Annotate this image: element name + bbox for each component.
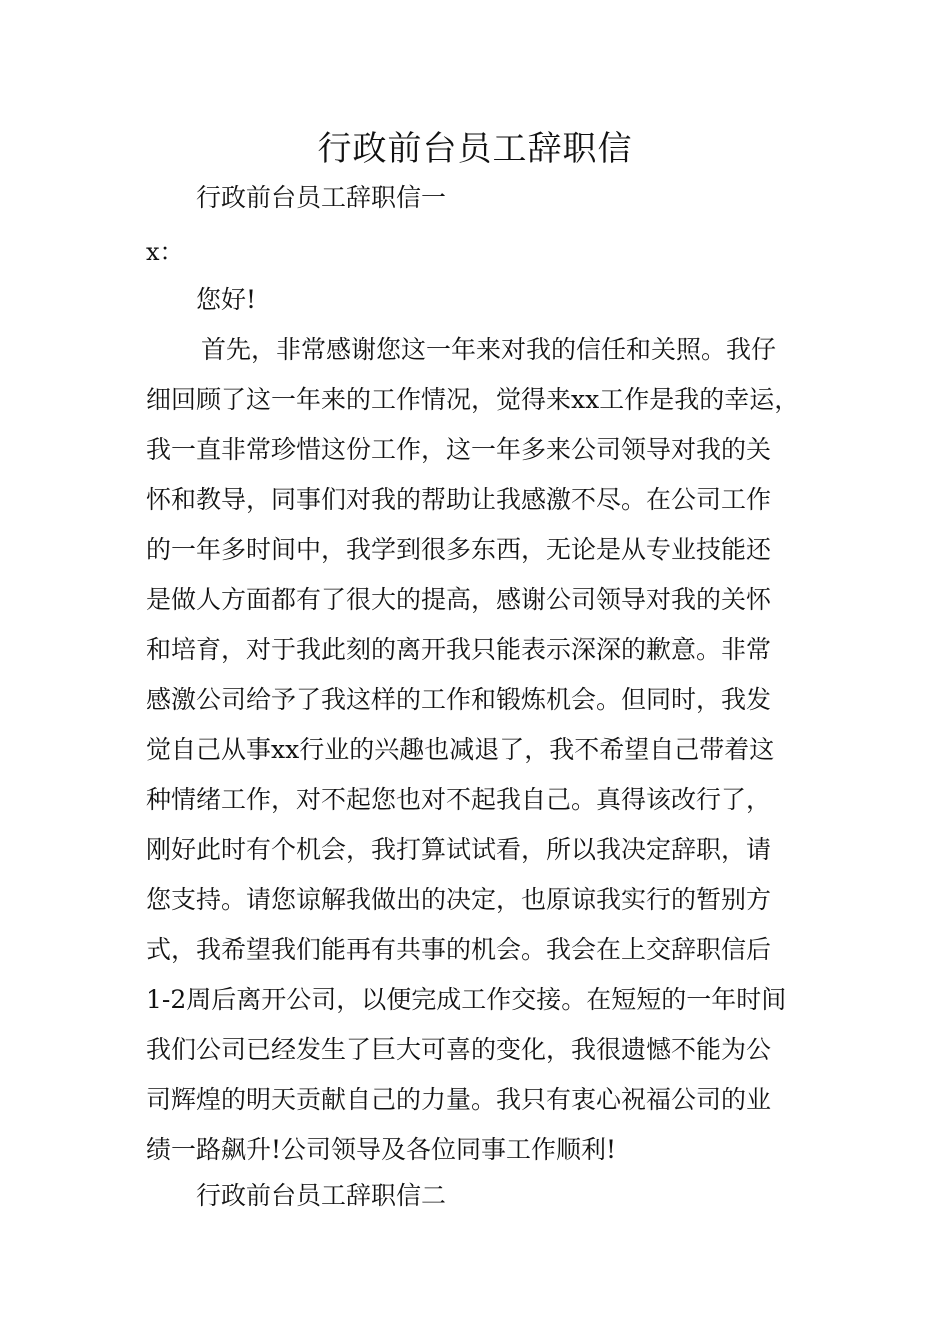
letter-body-paragraph (146, 330, 826, 1180)
body-line: 觉自己从事xx行业的兴趣也减退了，我不希望自己带着这 (146, 735, 775, 764)
body-line: 式，我希望我们能再有共事的机会。我会在上交辞职信后 (146, 935, 772, 964)
section-heading-2: 行政前台员工辞职信二 (196, 1181, 447, 1210)
body-line: 绩一路飙升!公司领导及各位同事工作顺利! (146, 1135, 617, 1164)
body-line: 您支持。请您谅解我做出的决定，也原谅我实行的暂别方 (146, 885, 772, 914)
body-line: 感激公司给予了我这样的工作和锻炼机会。但同时，我发 (146, 685, 772, 714)
body-line: 1-2周后离开公司，以便完成工作交接。在短短的一年时间 (146, 985, 787, 1014)
body-line: 和培育，对于我此刻的离开我只能表示深深的歉意。非常 (146, 635, 772, 664)
body-line: 的一年多时间中，我学到很多东西，无论是从专业技能还 (146, 535, 772, 564)
body-line: 怀和教导，同事们对我的帮助让我感激不尽。在公司工作 (146, 485, 772, 514)
body-line: 刚好此时有个机会，我打算试试看，所以我决定辞职，请 (146, 835, 772, 864)
body-line: 司辉煌的明天贡献自己的力量。我只有衷心祝福公司的业 (146, 1085, 772, 1114)
document-title: 行政前台员工辞职信 (317, 129, 633, 169)
greeting-line: 您好! (196, 285, 257, 314)
section-heading-1: 行政前台员工辞职信一 (196, 183, 447, 212)
body-line: 我一直非常珍惜这份工作，这一年多来公司领导对我的关 (146, 435, 772, 464)
body-line: 细回顾了这一年来的工作情况，觉得来xx工作是我的幸运， (146, 385, 800, 414)
body-line: 首先，非常感谢您这一年来对我的信任和关照。我仔 (201, 335, 777, 364)
body-line: 是做人方面都有了很大的提高，感谢公司领导对我的关怀 (146, 585, 772, 614)
body-line: 种情绪工作，对不起您也对不起我自己。真得该改行了， (146, 785, 772, 814)
body-line: 我们公司已经发生了巨大可喜的变化，我很遗憾不能为公 (146, 1035, 772, 1064)
recipient-line: x： (146, 238, 184, 266)
